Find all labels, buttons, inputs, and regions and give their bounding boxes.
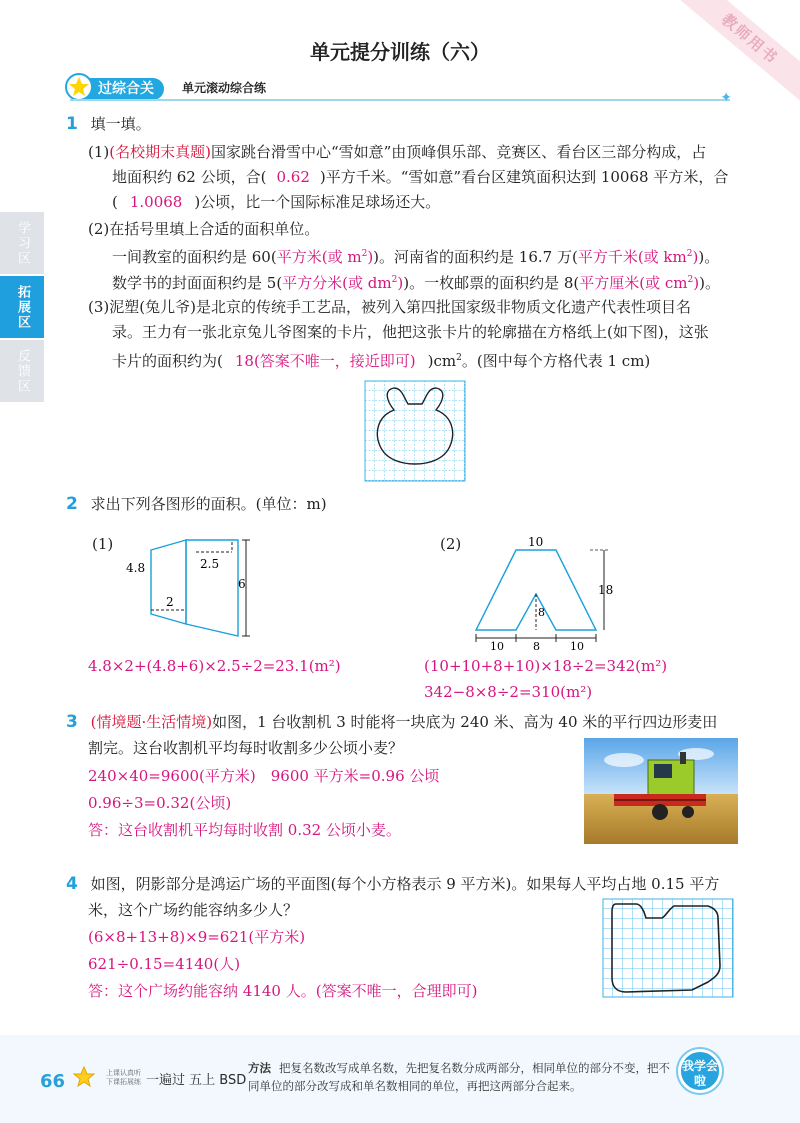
side-tab-expand[interactable] bbox=[0, 276, 44, 338]
answer-text: 平方千米(或 $km^2$) bbox=[577, 248, 699, 266]
page-number: 66 bbox=[40, 1071, 66, 1092]
method-tip bbox=[248, 1059, 678, 1095]
question-3-line1 bbox=[66, 712, 717, 732]
figure-1 bbox=[120, 528, 260, 648]
question-text: 录。王力有一张北京兔儿爷图案的卡片，他把这张卡片的轮廓描在方格纸上(如下图)，这张 bbox=[112, 323, 709, 341]
question-4-line1 bbox=[66, 874, 719, 894]
side-tab-label: 拓展区 bbox=[15, 284, 30, 330]
q1-part2-line1 bbox=[112, 244, 719, 267]
q1-part1-line2 bbox=[112, 167, 728, 187]
question-text: 。(图中每个方格代表 1 cm) bbox=[461, 352, 651, 370]
star-icon: ✦ bbox=[720, 90, 732, 106]
footer-brand: 一遍过 五上 BSD bbox=[146, 1073, 247, 1088]
question-number: 4 bbox=[66, 874, 78, 894]
part-label: (3) bbox=[88, 298, 110, 316]
answer-text: 4.8×2+(4.8+6)×2.5÷2=23.1(m²) bbox=[88, 657, 341, 675]
side-tabs bbox=[0, 212, 44, 404]
dimension-label: 2 bbox=[166, 595, 174, 609]
rabbit-card-grid bbox=[364, 380, 466, 482]
answer-text: (10+10+8+10)×18÷2=342(m²) bbox=[424, 657, 668, 675]
q1-part3-line1 bbox=[88, 297, 691, 317]
page-footer bbox=[0, 1035, 800, 1123]
side-tab-study[interactable] bbox=[0, 212, 44, 274]
star-badge-icon bbox=[64, 72, 94, 102]
part-label: (1) bbox=[88, 143, 110, 161]
q1-part3-line2 bbox=[112, 322, 709, 342]
dimension-label: 4.8 bbox=[126, 561, 146, 575]
answer-text: 平方分米(或 $dm^2$) bbox=[282, 274, 404, 292]
question-text: 如图，1 台收割机 3 时能将一块底为 240 米、高为 40 米的平行四边形麦田 bbox=[212, 713, 718, 731]
q1-part1-line1 bbox=[88, 142, 706, 162]
question-text: 填一填。 bbox=[90, 115, 151, 133]
q1-part3-line3: 卡片的面积约为( 18(答案不唯一，接近即可) )$cm^2$。(图中每个方格代表 1 cm) bbox=[112, 352, 651, 370]
figure-2 bbox=[470, 530, 620, 650]
question-text: 在括号里填上合适的面积单位。 bbox=[109, 220, 320, 238]
question-text: )平方千米。“雪如意”看台区建筑面积达到 10068 平方米，合 bbox=[319, 168, 729, 186]
question-number: 3 bbox=[66, 712, 78, 732]
question-2-heading bbox=[66, 494, 327, 514]
method-tip-label: 方法 bbox=[248, 1061, 271, 1075]
answer-text: 答：这个广场约能容纳 4140 人。(答案不唯一，合理即可) bbox=[88, 982, 478, 1000]
side-tab-label: 反馈区 bbox=[15, 348, 30, 394]
question-text: 米，这个广场约能容纳多少人？ bbox=[88, 901, 299, 919]
question-text: 一间教室的面积约是 60( bbox=[112, 248, 277, 266]
answer-text: 平方厘米(或 $cm^2$) bbox=[579, 274, 700, 292]
footer-slogan: 上课认真听 下课拓展练 bbox=[106, 1069, 141, 1086]
corner-tag: 教师用书 bbox=[671, 0, 800, 108]
question-text: 割完。这台收割机平均每时收割多少公顷小麦？ bbox=[88, 739, 404, 757]
answer-text: 18(答案不唯一，接近即可) bbox=[234, 352, 416, 370]
section-subtitle: 单元滚动综合练 bbox=[182, 81, 267, 95]
side-tab-feedback[interactable] bbox=[0, 340, 44, 402]
answer-text: 1.0068 bbox=[129, 193, 183, 211]
question-text: )。一枚邮票的面积约是 8( bbox=[403, 274, 580, 292]
answer-text: 0.96÷3=0.32(公顷) bbox=[88, 794, 232, 812]
question-tag: (名校期末真题) bbox=[109, 143, 211, 161]
section-badge bbox=[70, 78, 164, 100]
question-text: )公顷，比一个国际标准足球场还大。 bbox=[194, 193, 441, 211]
section-divider bbox=[70, 99, 730, 101]
question-text: 泥塑(兔儿爷)是北京的传统手工艺品，被列入第四批国家级非物质文化遗产代表性项目名 bbox=[109, 298, 691, 316]
answer-text: 答：这台收割机平均每时收割 0.32 公顷小麦。 bbox=[88, 821, 401, 839]
question-number: 2 bbox=[66, 494, 78, 514]
question-number: 1 bbox=[66, 114, 78, 134]
question-text: )。 bbox=[698, 248, 720, 266]
question-text: 地面积约 62 公顷，合( bbox=[112, 168, 267, 186]
dimension-label: 10 bbox=[528, 535, 544, 549]
section-header bbox=[70, 78, 732, 106]
question-text: )。 bbox=[699, 274, 720, 292]
question-text: 国家跳台滑雪中心“雪如意”由顶峰俱乐部、竞赛区、看台区三部分构成，占 bbox=[210, 143, 707, 161]
plaza-grid bbox=[602, 898, 734, 998]
dimension-label: 6 bbox=[238, 577, 246, 591]
dimension-label: 2.5 bbox=[200, 557, 220, 571]
dimension-label: 8 bbox=[533, 640, 540, 650]
part-label: (2) bbox=[88, 220, 110, 238]
fig1-label: (1) bbox=[92, 535, 114, 553]
question-text: 数学书的封面面积约是 5( bbox=[112, 274, 283, 292]
learned-badge[interactable]: 我学会啦 bbox=[678, 1049, 722, 1093]
dimension-label: 8 bbox=[538, 606, 545, 619]
page-title: 单元提分训练（六） bbox=[310, 40, 490, 64]
answer-text: 0.62 bbox=[276, 168, 310, 186]
answer-text: 240×40=9600(平方米) 9600 平方米=0.96 公顷 bbox=[88, 767, 440, 785]
method-tip-text: 把复名数改写成单名数，先把复名数分成两部分，相同单位的部分不变，把不同单位的部分改写成和单名数相同的单位，再把这两部分合起来。 bbox=[248, 1061, 670, 1093]
q1-part2-line2 bbox=[112, 270, 720, 293]
answer-text: 平方米(或 $m^2$) bbox=[276, 248, 374, 266]
mascot-icon bbox=[72, 1065, 96, 1089]
answer-text: (6×8+13+8)×9=621(平方米) bbox=[88, 928, 306, 946]
q1-part1-line3 bbox=[112, 192, 440, 212]
question-text: )。河南省的面积约是 16.7 万( bbox=[373, 248, 578, 266]
q1-part2-heading bbox=[88, 219, 319, 239]
question-text: 如图，阴影部分是鸿运广场的平面图(每个小方格表示 9 平方米)。如果每人平均占地 0.15 平方 bbox=[90, 875, 720, 893]
dimension-label: 10 bbox=[570, 640, 584, 650]
side-tab-label: 学习区 bbox=[15, 220, 30, 266]
question-text: 卡片的面积约为( bbox=[112, 352, 223, 370]
question-tag: (情境题·生活情境) bbox=[90, 713, 213, 731]
dimension-label: 18 bbox=[598, 583, 614, 597]
question-text: ( bbox=[112, 193, 118, 211]
fig2-label: (2) bbox=[440, 535, 462, 553]
answer-text: 621÷0.15=4140(人) bbox=[88, 955, 241, 973]
question-1-heading bbox=[66, 114, 151, 134]
section-badge-label: 过综合关 bbox=[98, 81, 154, 97]
question-text: 求出下列各图形的面积。(单位：m) bbox=[90, 495, 327, 513]
harvester-photo bbox=[584, 738, 738, 844]
question-text: )cm bbox=[427, 352, 457, 370]
answer-text: 342−8×8÷2=310(m²) bbox=[424, 683, 593, 701]
dimension-label: 10 bbox=[490, 640, 504, 650]
